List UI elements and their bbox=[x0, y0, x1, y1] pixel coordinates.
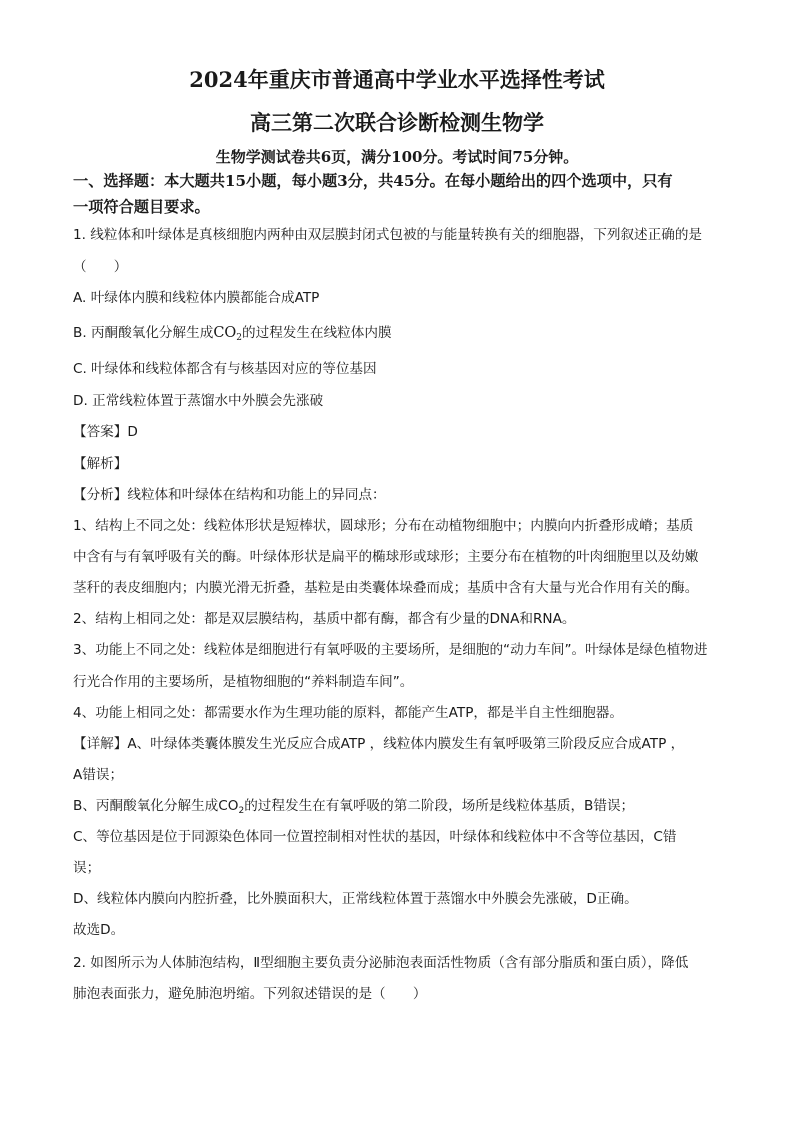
xiangjie-b: B、丙酮酸氧化分解生成$CO_2$的过程发生在有氧呼吸的第二阶段，场所是线粒体基质，B错误； bbox=[73, 798, 635, 816]
q2-stem-line2: 肺泡表面张力，避免肺泡坍缩。下列叙述错误的是（ ） bbox=[73, 986, 427, 1002]
q1-option-b-pre: B. 丙酮酸氧化分解生成 bbox=[73, 325, 214, 341]
point3-line2: 行光合作用的主要场所，是植物细胞的“养料制造车间”。 bbox=[73, 674, 414, 690]
xiangjie-d: D、线粒体内膜向内腔折叠，比外膜面积大，正常线粒体置于蒸馏水中外膜会先涨破，D正确。 bbox=[73, 891, 638, 907]
section-heading-line1: 一、选择题：本大题共15小题，每小题3分，共45分。在每小题给出的四个选项中，只有 bbox=[73, 172, 673, 190]
answer-label: 【答案】D bbox=[73, 424, 138, 440]
xiangjie-c-line1: C、等位基因是位于同源染色体同一位置控制相对性状的基因，叶绿体和线粒体中不含等位基因，C错 bbox=[73, 829, 677, 845]
point4: 4、功能上相同之处：都需要水作为生理功能的原料，都能产生ATP，都是半自主性细胞器。 bbox=[73, 705, 623, 721]
point2: 2、结构上相同之处：都是双层膜结构，基质中都有酶，都含有少量的DNA和RNA。 bbox=[73, 611, 576, 627]
q1-option-b-post: 的过程发生在线粒体内膜 bbox=[242, 325, 392, 341]
exam-info: 生物学测试卷共6页，满分100分。考试时间75分钟。 bbox=[215, 148, 579, 166]
q1-option-a: A. 叶绿体内膜和线粒体内膜都能合成ATP bbox=[73, 290, 320, 306]
xiangjie-line2: A错误； bbox=[73, 767, 124, 783]
q1-stem-line1: 1. 线粒体和叶绿体是真核细胞内两种由双层膜封闭式包被的与能量转换有关的细胞器，下列叙述正确的是 bbox=[73, 227, 703, 243]
q1-option-c: C. 叶绿体和线粒体都含有与核基因对应的等位基因 bbox=[73, 361, 377, 377]
section-heading-line2: 一项符合题目要求。 bbox=[73, 198, 210, 216]
doc-title-line2: 高三第二次联合诊断检测生物学 bbox=[250, 110, 544, 135]
doc-title-line1: 2024年重庆市普通高中学业水平选择性考试 bbox=[189, 67, 605, 92]
q2-stem-line1: 2. 如图所示为人体肺泡结构，Ⅱ型细胞主要负责分泌肺泡表面活性物质（含有部分脂质和蛋白质），降低 bbox=[73, 955, 689, 971]
q1-option-d: D. 正常线粒体置于蒸馏水中外膜会先涨破 bbox=[73, 393, 324, 409]
point1-line1: 1、结构上不同之处：线粒体形状是短棒状，圆球形；分布在动植物细胞中；内膜向内折叠形成嵴；基质 bbox=[73, 518, 694, 534]
co2-formula: $CO_2$ bbox=[213, 325, 243, 343]
point3-line1: 3、功能上不同之处：线粒体是细胞进行有氧呼吸的主要场所，是细胞的“动力车间”。叶绿体是绿色植物进 bbox=[73, 642, 708, 658]
analysis-label: 【解析】 bbox=[73, 456, 128, 472]
q1-stem-line2: （ ） bbox=[73, 259, 128, 275]
xiangjie-line1: 【详解】A、叶绿体类囊体膜发生光反应合成ATP ，线粒体内膜发生有氧呼吸第三阶段反应合成ATP ， bbox=[73, 736, 685, 752]
fenxi-line: 【分析】线粒体和叶绿体在结构和功能上的异同点： bbox=[73, 487, 386, 503]
point1-line2: 中含有与有氧呼吸有关的酶。叶绿体形状是扁平的椭球形或球形；主要分布在植物的叶肉细胞里以及幼嫩 bbox=[73, 549, 699, 565]
xiangjie-c-line2: 误； bbox=[73, 860, 101, 876]
point1-line3: 茎秆的表皮细胞内；内膜光滑无折叠，基粒是由类囊体垛叠而成；基质中含有大量与光合作用有关的酶。 bbox=[73, 580, 699, 596]
conclusion: 故选D。 bbox=[73, 922, 125, 938]
q1-option-b bbox=[73, 323, 392, 343]
